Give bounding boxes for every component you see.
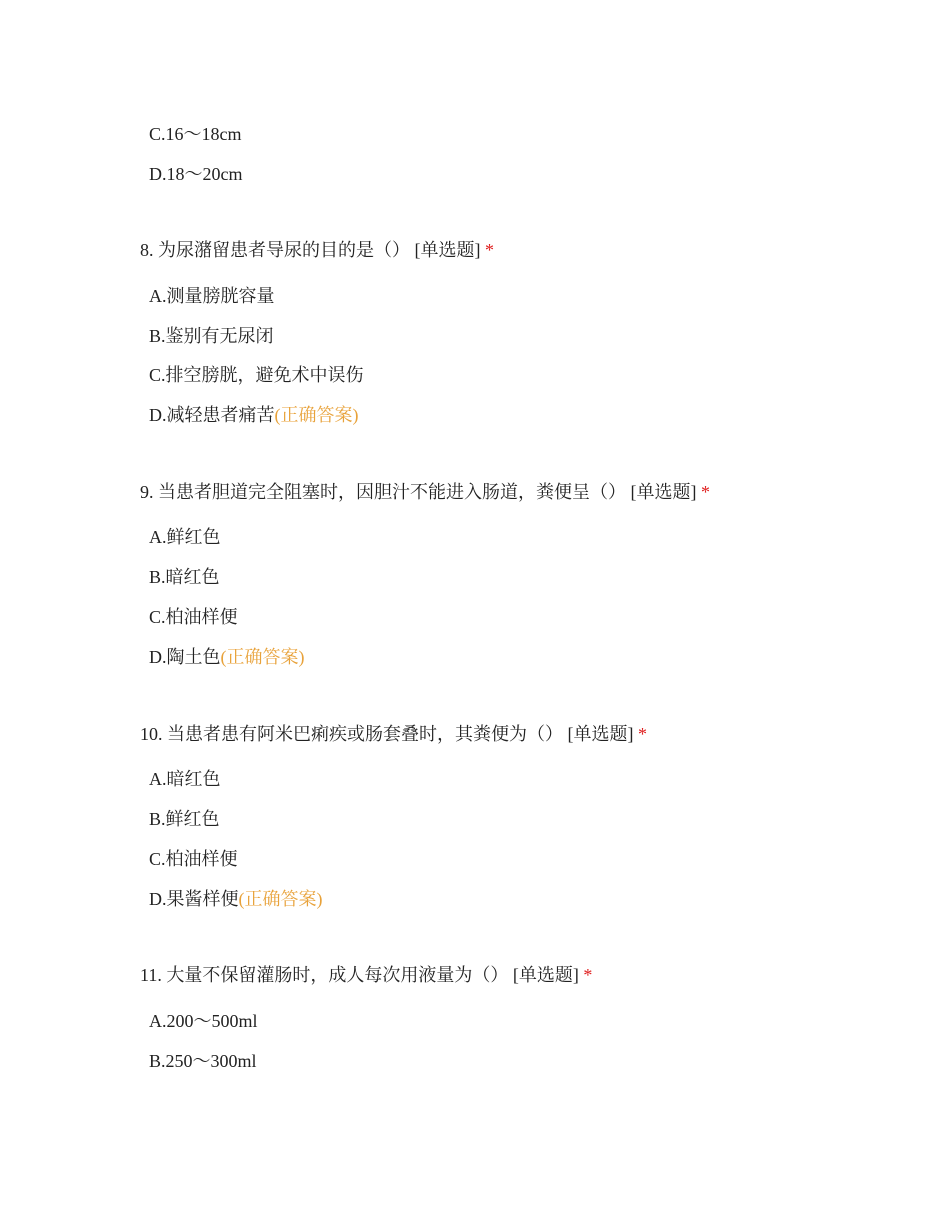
- option-text: D.陶土色: [149, 647, 221, 667]
- option-row[interactable]: [149, 324, 274, 348]
- option-row[interactable]: [149, 807, 220, 831]
- option-text: D.减轻患者痛苦: [149, 405, 275, 425]
- option-row[interactable]: [149, 645, 305, 669]
- question-title: [140, 238, 494, 262]
- correct-answer-label: (正确答案): [220, 647, 305, 667]
- option-row[interactable]: [149, 605, 238, 629]
- option-text: D.果酱样便: [149, 889, 239, 909]
- question-text: 9. 当患者胆道完全阻塞时，因胆汁不能进入肠道，粪便呈（） [单选题]: [140, 482, 697, 502]
- option-text: B.250～300ml: [149, 1051, 257, 1071]
- required-mark: *: [701, 482, 710, 502]
- question-text: 10. 当患者患有阿米巴痢疾或肠套叠时，其粪便为（） [单选题]: [140, 724, 634, 744]
- question-text: 8. 为尿潴留患者导尿的目的是（） [单选题]: [140, 240, 481, 260]
- option-row[interactable]: [149, 565, 220, 589]
- option-row[interactable]: [149, 1009, 258, 1033]
- option-row[interactable]: [149, 887, 323, 911]
- correct-answer-label: (正确答案): [238, 889, 323, 909]
- option-text: A.鲜红色: [149, 527, 221, 547]
- option-text: C.柏油样便: [149, 607, 238, 627]
- question-title: [140, 963, 592, 987]
- question-text: 11. 大量不保留灌肠时，成人每次用液量为（） [单选题]: [140, 965, 579, 985]
- option-text: C.16～18cm: [149, 124, 242, 144]
- question-title: [140, 722, 647, 746]
- option-row[interactable]: [149, 363, 364, 387]
- option-text: B.暗红色: [149, 567, 220, 587]
- option-text: C.柏油样便: [149, 849, 238, 869]
- option-row[interactable]: [149, 847, 238, 871]
- required-mark: *: [638, 724, 647, 744]
- option-text: A.200～500ml: [149, 1011, 258, 1031]
- option-row[interactable]: [149, 767, 221, 791]
- option-row[interactable]: [149, 162, 243, 186]
- option-row[interactable]: [149, 122, 242, 146]
- required-mark: *: [583, 965, 593, 985]
- option-text: C.排空膀胱，避免术中误伤: [149, 365, 364, 385]
- option-text: B.鉴别有无尿闭: [149, 326, 274, 346]
- option-text: B.鲜红色: [149, 809, 220, 829]
- correct-answer-label: (正确答案): [274, 405, 359, 425]
- option-text: A.测量膀胱容量: [149, 286, 275, 306]
- option-row[interactable]: [149, 525, 221, 549]
- option-text: D.18～20cm: [149, 164, 243, 184]
- option-text: A.暗红色: [149, 769, 221, 789]
- option-row[interactable]: [149, 403, 359, 427]
- option-row[interactable]: [149, 284, 275, 308]
- option-row[interactable]: [149, 1049, 257, 1073]
- question-title: [140, 480, 710, 504]
- required-mark: *: [485, 240, 494, 260]
